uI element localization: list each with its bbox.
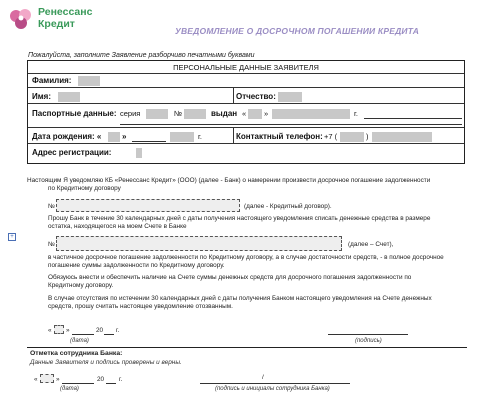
birth-month-line[interactable] <box>132 141 166 142</box>
signature-caption: (подпись) <box>355 338 382 344</box>
section-title: ПЕРСОНАЛЬНЫЕ ДАННЫЕ ЗАЯВИТЕЛЯ <box>173 63 319 72</box>
birth-day-field[interactable] <box>108 132 120 142</box>
series-label: серия <box>120 109 141 118</box>
p3-line2: погашение суммы задолженности по Кредитному договору. <box>48 262 225 269</box>
fill-instruction: Пожалуйста, заполните Заявление разборчиво печатными буквами <box>28 52 255 59</box>
p3-line1: в частичное досрочное погашение задолженности по Кредитному договору, а в случае достаточности средств, - в полное досрочное <box>48 254 444 261</box>
passport-label: Паспортные данные: <box>32 109 117 118</box>
account-number-sign: № <box>48 241 55 248</box>
phone-label: Контактный телефон: <box>236 132 323 141</box>
bank-date-quote-close: » <box>56 376 60 383</box>
passport-number-field[interactable] <box>184 109 206 119</box>
bank-date-quote-open: « <box>34 376 38 383</box>
p4-line2: Кредитному договору. <box>48 282 114 289</box>
renaissance-logo-icon <box>8 8 34 32</box>
p5-line1: В случае отсутствия по истечении 30 календарных дней с даты получения Банком настоящего уведомления на Счете денежных <box>48 295 432 302</box>
account-suffix: (далее – Счет), <box>348 241 394 248</box>
bank-signature-line[interactable] <box>200 383 350 384</box>
date-quote-close: » <box>66 327 70 334</box>
issued-label: выдан <box>211 109 238 118</box>
passport-series-field[interactable] <box>146 109 168 119</box>
document-title: УВЕДОМЛЕНИЕ О ДОСРОЧНОМ ПОГАШЕНИИ КРЕДИТА <box>175 26 420 36</box>
date-year-prefix: 20 <box>96 327 104 334</box>
signature-line[interactable] <box>328 334 408 335</box>
address-field[interactable] <box>136 148 142 158</box>
birth-quote-close: » <box>122 132 127 141</box>
logo-line2: Кредит <box>38 18 75 30</box>
passport-row <box>28 104 464 128</box>
phone-number-field[interactable] <box>372 132 432 142</box>
bank-section-divider <box>27 347 467 348</box>
issued-quote-open: « <box>242 109 247 118</box>
date-quote-open: « <box>48 327 52 334</box>
issued-quote-close: » <box>264 109 269 118</box>
passport-number-sign: № <box>174 109 183 118</box>
bank-section-title: Отметка сотрудника Банка: <box>30 350 123 357</box>
phone-close: ) <box>366 132 369 141</box>
birth-year-field[interactable] <box>170 132 194 142</box>
patronymic-field[interactable] <box>278 92 302 102</box>
bank-check-note: Данные Заявителя и подпись проверены и верны. <box>30 359 182 366</box>
bank-date-year-suffix: г. <box>119 376 123 383</box>
issued-by-line[interactable] <box>364 118 462 119</box>
date-month-line[interactable] <box>72 334 94 335</box>
divider <box>233 128 234 144</box>
p1-line2: по Кредитному договору <box>48 185 121 192</box>
p4-line1: Обязуюсь внести и обеспечить наличие на Счете суммы денежных средств для досрочного погашения задолженности по <box>48 274 412 281</box>
logo-text <box>38 6 92 30</box>
address-label: Адрес регистрации: <box>32 148 112 157</box>
surname-row <box>28 74 464 88</box>
p2-line1: Прошу Банк в течение 30 календарных дней с даты получения настоящего уведомления списать денежные средства в размере <box>48 215 431 222</box>
p5-line2: средств, прошу считать настоящее уведомление отозванным. <box>48 303 233 310</box>
bank-date-year-line[interactable] <box>106 383 116 384</box>
phone-code-field[interactable] <box>340 132 364 142</box>
bank-signature-slash: / <box>262 374 264 381</box>
birth-phone-row <box>28 128 464 144</box>
name-field[interactable] <box>58 92 80 102</box>
name-label: Имя: <box>32 92 51 101</box>
logo-line1: Ренессанс <box>38 6 93 18</box>
date-day-field[interactable] <box>54 325 64 334</box>
p2-line2: остатка, находящегося на моем Счете в Банке <box>48 223 187 230</box>
date-year-line[interactable] <box>104 334 114 335</box>
bank-signature-caption: (подпись и инициалы сотрудника Банка) <box>215 386 330 392</box>
name-row <box>28 88 464 104</box>
bank-date-year-prefix: 20 <box>97 376 105 383</box>
personal-data-form <box>27 60 465 164</box>
surname-label: Фамилия: <box>32 76 72 85</box>
patronymic-label: Отчество: <box>236 92 276 101</box>
birth-year-label: г. <box>198 132 202 141</box>
contract-number-field[interactable] <box>56 199 240 212</box>
bank-date-day-field[interactable] <box>40 374 54 383</box>
account-number-field[interactable] <box>56 236 342 251</box>
issued-month-field[interactable] <box>272 109 350 119</box>
contract-suffix: (далее - Кредитный договор). <box>244 203 332 210</box>
phone-prefix: +7 ( <box>324 132 338 141</box>
birth-date-label: Дата рождения: « <box>32 132 102 141</box>
bank-date-month-line[interactable] <box>62 383 94 384</box>
date-caption: (дата) <box>70 338 89 344</box>
issued-year-label: г. <box>354 109 358 118</box>
section-title-row <box>28 61 464 74</box>
contract-number-sign: № <box>48 203 55 210</box>
divider <box>233 88 234 104</box>
issued-day-field[interactable] <box>248 109 262 119</box>
date-year-suffix: г. <box>116 327 120 334</box>
p1-line1: Настоящим Я уведомляю КБ «Ренессанс Кредит» (ООО) (далее - Банк) о намерении произвести досрочное погашение задолженности <box>27 177 431 184</box>
bank-date-caption: (дата) <box>60 386 79 392</box>
move-handle-icon[interactable]: + <box>8 233 16 241</box>
address-row <box>28 144 464 165</box>
surname-field[interactable] <box>78 76 100 86</box>
passport-second-line[interactable] <box>120 124 462 125</box>
